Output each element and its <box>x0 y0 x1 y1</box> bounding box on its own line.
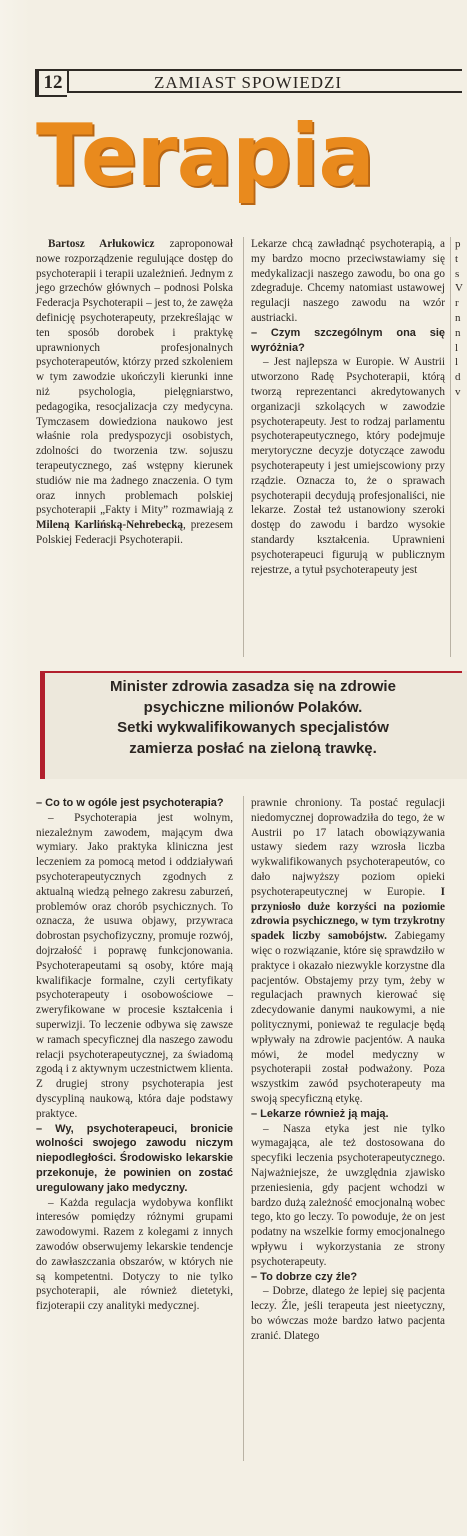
bold-highlight: I przyniosło duże korzyści na poziomie zdrowia psychicznego, w tym trzykrotny spadek liczby samobójstw. <box>251 885 445 943</box>
headline: Terapia <box>36 106 374 206</box>
lead-text: Minister zdrowia zasadza się na zdrowie psychiczne milionów Polaków. Setki wykwalifikowanych specjalistów zamierza posłać na zieloną trawkę. <box>110 678 396 757</box>
question: – Wy, psychoterapeuci, bronicie wolności swojego zawodu niczym niepodległości. Środowisko lekarskie przekonuje, że powinien on zostać uregulowany jako medyczny. <box>36 1122 233 1194</box>
intro-paragraph: Bartosz Arłukowicz zaproponował nowe rozporządzenie regulujące dostęp do psychoterapii i terapii uzależnień. Jednym z jego grzechów głównych – podnosi Polska Federacja Psychoterapii – jest to, że zawęża definicję psychoterapeuty, przekreślając w ten sposób dorobek i praktykę uprawnionych profesjonalnych psychoterapeutów, którzy przed szkoleniem w tym zawodzie ukończyli kierunki inne niż psychologia, pielęgniarstwo, pedagogika, resocjalizacja czy medycyna. Tymczasem dowiedziona naukowo jest właśnie rola predyspozycji osobistych, zdolności do tworzenia tzw. sojuszu terapeutycznego, zaś wstępny kierunek studiów nie ma żadnego znaczenia. O tym oraz innych problemach polskiej psychoterapii „Fakty i Mity” rozmawiają z Mileną Karlińską-Nehrebecką, prezesem Polskiej Federacji Psychoterapii. <box>36 238 233 546</box>
article-column-2 <box>251 237 445 577</box>
intro-column <box>36 237 233 548</box>
interviewee-name: Mileną Karlińską-Nehrebecką <box>36 519 184 532</box>
lead-box-border <box>45 671 462 673</box>
section-title: ZAMIAST SPOWIEDZI <box>67 69 462 93</box>
paragraph: – Nasza etyka jest nie tylko wymagająca, ale też dostosowana do specyfiki leczenia psychoterapeutycznego. Najważniejsze, że uwzględnia zjawisko przeniesienia, gdy pacjent wchodzi w bardzo dużą zależność emocjonalną wobec tego, kto go leczy. To powoduje, że on jest podatny na wszelkie formy emocjonalnego wpływu i wykorzystania ze strony psychoterapeuty. <box>251 1122 445 1268</box>
column-divider <box>243 237 244 657</box>
question: – Czym szczególnym ona się wyróżnia? <box>251 326 445 354</box>
clipped-column-edge: p t s V r n n l l d v <box>455 238 463 398</box>
paragraph: – Każda regulacja wydobywa konflikt interesów pomiędzy różnymi grupami zawodowymi. Razem z kolegami z innych zawodów obserwujemy lekarskie tendencje do zawłaszczania obszarów, w których nie są kompetentni. Dotyczy to nie tylko psychoterapii, ale również dietetyki, fizjoterapii czy analityki medycznej. <box>36 1196 233 1313</box>
paragraph: – Jest najlepsza w Europie. W Austrii utworzono Radę Psychoterapii, którą tworzą reprezentanci akredytowanych organizacji szkolących w zawodzie psychoterapeuty. Jest to rodzaj parlamentu psychoterapeutycznego, który podejmuje merytoryczne decyzje dotyczące zawodu psychoterapeuty i jest umiejscowiony przy rządzie. Oznacza to, że o sprawach psychoterapii decydują profesjonaliści, nie lekarze. Został też ustanowiony szeroki dostęp do zawodu i bardzo wysokie standardy kształcenia. Uprawnieni psychoterapeuci figurują w publicznym rejestrze, a tytuł psychoterapeuty jest <box>251 356 445 576</box>
question: – Co to w ogóle jest psychoterapia? <box>36 797 224 809</box>
page-number: 12 <box>37 69 67 97</box>
paragraph: – Psychoterapia jest wolnym, niezależnym zawodem, mającym dwa wymiary. Jako praktyka kliniczna jest leczeniem za pomocą metod i oddziaływań psychoterapeutycznych zgodnych z aktualną wiedzą pełnego zakresu zaburzeń, problemów oraz chorób psychicznych. To oznacza, że usuwa objawy, przywraca dobrostan psychofizyczny, promuje rozwój, dojrzałość i poprawę funkcjonowania. Psychoterapeutami są osoby, które mają kwalifikacje formalne, czyli certyfikaty psychoterapeuty i osobowościowe – zweryfikowane w procesie kształcenia i superwizji. To leczenie odbywa się zawsze w ramach specyficznej dla naszego zawodu relacji psychoterapeutycznej, za świadomą zgodą i z aktywnym uczestnictwem klienta. Z drugiej strony psychoterapia jest dyscypliną naukową, która daje podstawy praktyce. <box>36 811 233 1120</box>
article-column-3 <box>36 796 233 1314</box>
paragraph: Lekarze chcą zawładnąć psychoterapią, a my bardzo mocno przeciwstawiamy się medykalizacji naszego zawodu, bo ona go zdegraduje. Chcemy natomiast ustawowej regulacji naszego zawodu na wzór austriacki. <box>251 238 445 324</box>
column-divider <box>243 796 244 1461</box>
question: – To dobrze czy źle? <box>251 1270 358 1283</box>
paragraph: – Dobrze, dlatego że lepiej się pacjenta leczy. Źle, jeśli terapeuta jest nieetyczny, bo wówczas może bardzo łatwo pacjenta zranić. Dlatego <box>251 1285 445 1342</box>
scan-edge <box>0 0 30 1536</box>
column-divider <box>450 237 451 657</box>
author-name: Bartosz Arłukowicz <box>48 238 155 250</box>
article-column-4 <box>251 796 445 1343</box>
question: – Lekarze również ją mają. <box>251 1107 389 1120</box>
paragraph: prawnie chroniony. Ta postać regulacji niedomycznej doprowadziła do tego, że w Austrii po 17 latach obowiązywania ustawy siedem razy wzrosła liczba wykwalifikowanych psychoterapeutów, co dało najwyższy poziom opieki psychoterapeutycznej w Europie. I przyniosło duże korzyści na poziomie zdrowia psychicznego, w tym trzykrotny spadek liczby samobójstw. Zabiegamy więc o rozwiązanie, które się sprawdziło w praktyce i okazało niezwykle korzystne dla pacjentów. Obstajemy przy tym, żeby w regulacjach prawnych kierować się zdecydowanie danymi naukowymi, a nie politycznymi, ponieważ te regulacje będą wpływały na zdrowie pacjentów. A nauka mówi, że model medyczny w psychoterapii został podważony. Poza wszystkim zawód psychoterapeuty ma swoją specyficzną etykę. <box>251 797 445 1105</box>
